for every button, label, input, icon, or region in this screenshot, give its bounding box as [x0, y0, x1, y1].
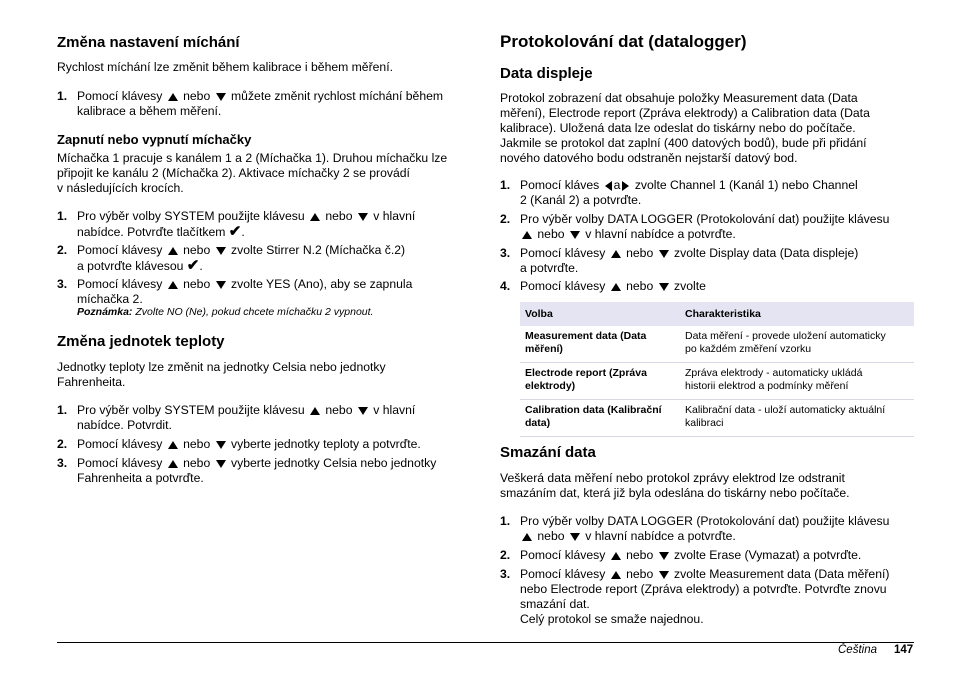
- heading-erase-data: Smazání data: [500, 444, 596, 461]
- step-text: Pomocí klávesy nebo můžete změnit rychlost míchání během kalibrace a během měření.: [77, 89, 444, 118]
- step-text: Pomocí klávesy nebo zvolte Erase (Vymazat) a potvrďte.: [520, 548, 862, 562]
- paragraph-display-data: Protokol zobrazení dat obsahuje položky Measurement data (Data měření), Electrode report (Zpráva elektrody) a Calibration data (Data kalibrace). Uložená data lze odeslat do tiskárny nebo do počítače. Jakmile se protokol dat zaplní (400 datových bodů), bude při přidání nového datového bodu odstraněn nejstarší datový bod.: [500, 91, 870, 165]
- up-arrow-icon: [611, 552, 621, 560]
- down-arrow-icon: [358, 213, 368, 221]
- option-cell: Calibration data (Kalibrační data): [520, 400, 680, 437]
- table-header-row: [520, 302, 914, 326]
- footer-divider: [57, 642, 914, 643]
- datalogger-options-table: [520, 302, 914, 437]
- step-text: Pomocí klávesy nebo zvolte Display data (Data displeje) a potvrďte.: [520, 246, 859, 275]
- up-arrow-icon: [522, 533, 532, 541]
- up-arrow-icon: [611, 571, 621, 579]
- step-number: 4.: [500, 279, 511, 293]
- paragraph-temperature: Jednotky teploty lze změnit na jednotky Celsia nebo jednotky Fahrenheita.: [57, 360, 386, 389]
- table-row: [520, 326, 914, 363]
- step-number: 2.: [57, 243, 68, 257]
- table-row: [520, 400, 914, 437]
- list-item: [57, 243, 477, 273]
- step-number: 3.: [500, 567, 511, 581]
- step-number: 2.: [500, 548, 511, 562]
- checkmark-icon: ✔: [228, 223, 242, 240]
- checkmark-icon: ✔: [186, 257, 200, 274]
- list-item: [57, 403, 477, 433]
- list-item: [500, 178, 914, 208]
- list-item: [500, 567, 914, 627]
- step-number: 3.: [57, 456, 68, 470]
- list-item: [500, 514, 914, 544]
- note: Poznámka: Zvolte NO (Ne), pokud chcete míchačku 2 vypnout.: [77, 306, 374, 318]
- step-number: 2.: [57, 437, 68, 451]
- list-item: [500, 548, 914, 563]
- step-text: Pro výběr volby SYSTEM použijte klávesu nebo v hlavní nabídce. Potvrdit.: [77, 403, 416, 432]
- up-arrow-icon: [168, 441, 178, 449]
- up-arrow-icon: [168, 460, 178, 468]
- step-text: Pomocí klávesy nebo zvolte: [520, 279, 706, 293]
- list-item: [57, 437, 477, 452]
- down-arrow-icon: [216, 93, 226, 101]
- up-arrow-icon: [168, 281, 178, 289]
- down-arrow-icon: [570, 533, 580, 541]
- option-cell: Electrode report (Zpráva elektrody): [520, 363, 680, 400]
- down-arrow-icon: [358, 407, 368, 415]
- description-cell: Data měření - provede uložení automaticky po každém změření vzorku: [680, 326, 914, 363]
- down-arrow-icon: [216, 460, 226, 468]
- right-arrow-icon: [622, 181, 629, 191]
- step-number: 2.: [500, 212, 511, 226]
- column-header-option: Volba: [520, 302, 680, 326]
- left-arrow-icon: [605, 181, 612, 191]
- heading-display-data: Data displeje: [500, 65, 593, 82]
- list-item: [57, 209, 477, 239]
- heading-datalogger: Protokolování dat (datalogger): [500, 32, 747, 51]
- up-arrow-icon: [522, 231, 532, 239]
- paragraph-stirring: Rychlost míchání lze změnit během kalibrace i během měření.: [57, 60, 393, 74]
- paragraph-toggle: Míchačka 1 pracuje s kanálem 1 a 2 (Míchačka 1). Druhou míchačku lze připojit ke kanálu 2 (Míchačka 2). Aktivace míchačky 2 se provádí v následujících krocích.: [57, 151, 448, 195]
- down-arrow-icon: [216, 247, 226, 255]
- heading-toggle-stirrer: Zapnutí nebo vypnutí míchačky: [57, 132, 252, 147]
- step-number: 3.: [57, 277, 68, 291]
- step-text: Pro výběr volby DATA LOGGER (Protokolování dat) použijte klávesu nebo v hlavní nabídce a potvrďte.: [520, 212, 890, 241]
- up-arrow-icon: [168, 93, 178, 101]
- step-number: 3.: [500, 246, 511, 260]
- heading-temperature-units: Změna jednotek teploty: [57, 333, 225, 350]
- list-item: [500, 212, 914, 242]
- up-arrow-icon: [611, 250, 621, 258]
- down-arrow-icon: [216, 281, 226, 289]
- step-number: 1.: [500, 178, 511, 192]
- option-cell: Measurement data (Data měření): [520, 326, 680, 363]
- step-number: 1.: [57, 89, 68, 103]
- step-text: Pomocí klávesy nebo zvolte Measurement data (Data měření) nebo Electrode report (Zpráva elektrody) a potvrďte. Potvrďte znovu smazání dat. Celý protokol se smaže najednou.: [520, 567, 890, 626]
- up-arrow-icon: [611, 283, 621, 291]
- table-row: [520, 363, 914, 400]
- step-text: Pro výběr volby SYSTEM použijte klávesu nebo v hlavní nabídce. Potvrďte tlačítkem ✔.: [77, 209, 416, 240]
- step-text: Pomocí klávesy nebo vyberte jednotky Celsia nebo jednotky Fahrenheita a potvrďte.: [77, 456, 437, 485]
- list-item: [500, 246, 914, 276]
- list-item: [57, 89, 477, 119]
- down-arrow-icon: [570, 231, 580, 239]
- step-text: Pro výběr volby DATA LOGGER (Protokolování dat) použijte klávesu nebo v hlavní nabídce a potvrďte.: [520, 514, 890, 543]
- paragraph-erase: Veškerá data měření nebo protokol zprávy elektrod lze odstranit smazáním dat, která již byla odeslána do tiskárny nebo počítače.: [500, 471, 850, 500]
- step-number: 1.: [57, 403, 68, 417]
- step-number: 1.: [57, 209, 68, 223]
- down-arrow-icon: [659, 571, 669, 579]
- step-text: Pomocí klávesy nebo zvolte YES (Ano), aby se zapnula míchačka 2.: [77, 277, 413, 306]
- step-text: Pomocí kláves a zvolte Channel 1 (Kanál 1) nebo Channel 2 (Kanál 2) a potvrďte.: [520, 178, 858, 207]
- down-arrow-icon: [216, 441, 226, 449]
- step-number: 1.: [500, 514, 511, 528]
- up-arrow-icon: [310, 213, 320, 221]
- down-arrow-icon: [659, 250, 669, 258]
- up-arrow-icon: [168, 247, 178, 255]
- list-item: [500, 279, 914, 294]
- column-header-description: Charakteristika: [680, 302, 914, 326]
- description-cell: Zpráva elektrody - automaticky ukládá historii elektrod a podmínky měření: [680, 363, 914, 400]
- step-text: Pomocí klávesy nebo vyberte jednotky teploty a potvrďte.: [77, 437, 421, 451]
- step-text: Pomocí klávesy nebo zvolte Stirrer N.2 (Míchačka č.2) a potvrďte klávesou ✔.: [77, 243, 406, 274]
- list-item: [57, 456, 477, 486]
- down-arrow-icon: [659, 552, 669, 560]
- description-cell: Kalibrační data - uloží automaticky aktuální kalibraci: [680, 400, 914, 437]
- up-arrow-icon: [310, 407, 320, 415]
- page-number: 147: [894, 644, 914, 656]
- down-arrow-icon: [659, 283, 669, 291]
- heading-stirring: Změna nastavení míchání: [57, 34, 240, 51]
- footer-language: Čeština: [838, 644, 877, 656]
- list-item: [57, 277, 477, 307]
